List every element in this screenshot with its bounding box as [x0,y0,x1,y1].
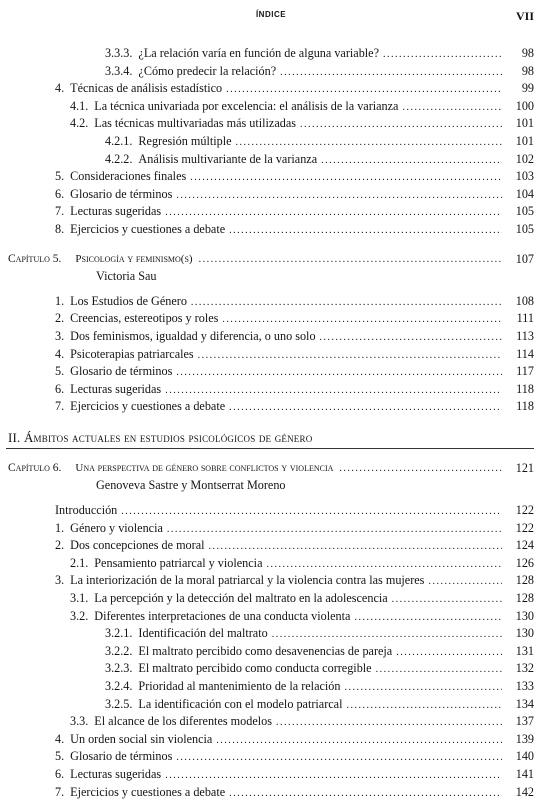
entry-label: El maltrato percibido como desavenencias de pareja [138,643,393,658]
entry-number: 2. [55,538,65,553]
entry-label: Dos concepciones de moral [70,538,205,553]
part-heading [0,428,542,448]
dot-leader [321,152,502,170]
entry-label: Psicoterapias patriarcales [70,346,194,361]
entry-label: Glosario de términos [70,186,173,201]
entry-number: 2.1. [70,555,89,570]
entry-label: Dos feminismos, igualdad y diferencia, o uno solo [70,328,316,343]
entry-label: ¿Cómo predecir la relación? [138,63,277,78]
entry-number: 3.2.1. [105,626,133,641]
entry-number: 4. [55,346,65,361]
entry-label: Las técnicas multivariadas más utilizadas [94,116,296,131]
entry-page: 101 [515,133,534,148]
toc-entry[interactable] [0,520,542,538]
dot-leader [376,661,502,679]
dot-leader [236,134,502,152]
page-header [0,10,542,26]
entry-label: Glosario de términos [70,749,173,764]
chapter-6-entries [0,502,542,801]
toc-entry[interactable] [0,731,542,749]
entry-page: 130 [515,608,534,623]
entry-number: 6. [55,186,65,201]
entry-number: 3.2.4. [105,679,133,693]
chapter-title: Psicología y feminismo(s) [75,252,193,265]
entry-page: 118 [516,399,534,414]
dot-leader [176,187,502,205]
entry-label: Análisis multivariante de la varianza [138,151,318,166]
toc-entry[interactable] [0,590,542,608]
entry-number: 6. [55,766,65,781]
part-title: II. Ámbitos actuales en estudios psicológicos de género [8,429,313,445]
entry-page: 99 [521,81,534,96]
dot-leader [176,364,502,382]
dot-leader [121,503,502,521]
dot-leader [354,609,502,627]
entry-label: Identificación del maltrato [138,626,268,641]
toc-entry[interactable] [0,133,542,151]
toc-entry[interactable] [0,168,542,186]
entry-page: 140 [515,749,534,764]
entry-page: 130 [515,626,534,641]
dot-leader [272,626,502,644]
dot-leader [226,81,502,99]
dot-leader [339,460,502,478]
toc-entry[interactable] [0,608,542,626]
toc-entry[interactable] [0,45,542,63]
entry-page: 100 [515,98,534,113]
toc-entry[interactable] [0,381,542,399]
entry-label: La identificación con el modelo patriarcal [138,696,343,711]
dot-leader [383,46,502,64]
chapter-5-heading[interactable] [0,251,542,269]
toc-entry[interactable] [0,678,542,696]
entry-page: 101 [515,116,534,131]
entry-page: 142 [515,784,534,799]
entry-page: 102 [515,151,534,166]
entry-number: 3.2.5. [105,696,133,711]
entry-page: 111 [516,311,534,326]
entry-number: 2. [55,311,65,326]
dot-leader [428,573,502,591]
entry-page: 128 [515,591,534,606]
page-number-roman: VII [515,9,534,23]
chapter-title: Una perspectiva de género sobre conflictos y violencia [75,461,334,474]
dot-leader [276,714,502,732]
dot-leader [191,294,502,312]
dot-leader [176,749,502,767]
entry-page: 137 [515,714,534,729]
entry-number: 5. [55,169,65,184]
toc-entry[interactable] [0,293,542,311]
entry-number: 8. [55,221,65,236]
dot-leader [344,679,502,697]
toc-entry[interactable] [0,363,542,381]
dot-leader [229,222,502,240]
entry-number: 1. [55,293,65,308]
toc-entry[interactable] [0,660,542,678]
dot-leader [222,311,502,329]
entry-label: Glosario de términos [70,364,173,379]
chapter-page: 107 [515,251,534,266]
chapter-author: Victoria Sau [96,269,157,284]
toc-block-continued [0,45,542,239]
entry-label: Un orden social sin violencia [70,731,213,746]
entry-number: 3. [55,573,65,588]
entry-label: Ejercicios y cuestiones a debate [70,399,226,414]
dot-leader [209,538,503,556]
entry-label: Regresión múltiple [138,133,232,148]
entry-page: 126 [515,555,534,570]
toc-entry[interactable] [0,151,542,169]
entry-label: Diferentes interpretaciones de una conducta violenta [94,608,351,623]
toc-entry[interactable] [0,186,542,204]
entry-page: 128 [515,573,534,588]
entry-label: Los Estudios de Género [70,293,187,308]
entry-number: 4.1. [70,98,89,113]
table-of-contents [0,45,542,801]
entry-number: 4.2.2. [105,151,133,166]
dot-leader [190,169,502,187]
dot-leader [165,767,502,785]
dot-leader [198,347,502,365]
toc-entry[interactable] [0,398,542,416]
entry-number: 5. [55,749,65,764]
entry-label: La técnica univariada por excelencia: el análisis de la varianza [94,98,399,113]
entry-page: 105 [515,204,534,219]
entry-label: El maltrato percibido como conducta corregible [138,661,372,676]
toc-entry[interactable] [0,555,542,573]
entry-number: 4.2.1. [105,133,133,148]
chapter-label: Capítulo 6. [8,461,62,474]
entry-label: Prioridad al mantenimiento de la relación [138,679,341,693]
entry-page: 103 [515,169,534,184]
toc-entry[interactable] [0,766,542,784]
toc-entry[interactable] [0,328,542,346]
dot-leader [229,399,502,417]
toc-entry[interactable] [0,784,542,802]
entry-number: 4.2. [70,116,89,131]
toc-entry[interactable] [0,625,542,643]
toc-entry[interactable] [0,748,542,766]
running-head-title: ÍNDICE [255,10,287,19]
toc-entry[interactable] [0,572,542,590]
entry-number: 3.1. [70,591,89,606]
entry-page: 114 [516,346,534,361]
toc-entry[interactable] [0,203,542,221]
entry-page: 141 [515,766,534,781]
entry-page: 108 [515,293,534,308]
entry-page: 98 [521,46,534,60]
entry-number: 6. [55,381,65,396]
entry-number: 3.2.3. [105,661,133,676]
entry-number: 1. [55,520,65,535]
entry-page: 117 [516,364,534,379]
entry-number: 3.3. [70,714,89,729]
toc-entry[interactable] [0,80,542,98]
toc-entry[interactable] [0,643,542,661]
entry-label: La interiorización de la moral patriarcal y la violencia contra las mujeres [70,573,425,588]
dot-leader [392,591,502,609]
dot-leader [320,329,502,347]
toc-entry[interactable] [0,696,542,714]
entry-number: 5. [55,364,65,379]
entry-page: 139 [515,731,534,746]
entry-label: Lecturas sugeridas [70,204,162,219]
entry-label: Introducción [55,503,118,518]
entry-number: 3.2. [70,608,89,623]
dot-leader [396,644,502,662]
dot-leader [165,382,502,400]
toc-entry[interactable] [0,502,542,520]
dot-leader [216,732,502,750]
entry-number: 7. [55,204,65,219]
part-divider [6,448,534,449]
entry-label: Ejercicios y cuestiones a debate [70,784,226,799]
entry-label: Técnicas de análisis estadístico [70,81,223,96]
entry-page: 134 [515,696,534,711]
dot-leader [266,556,502,574]
entry-label: Lecturas sugeridas [70,766,162,781]
entry-page: 132 [515,661,534,676]
chapter-label: Capítulo 5. [8,252,62,265]
entry-page: 122 [515,520,534,535]
entry-number: 3.3.3. [105,46,133,60]
dot-leader [402,99,502,117]
entry-number: 4. [55,81,65,96]
dot-leader [280,64,502,82]
entry-label: Ejercicios y cuestiones a debate [70,221,226,236]
toc-entry[interactable] [0,98,542,116]
entry-page: 118 [516,381,534,396]
dot-leader [167,521,502,539]
chapter-5-entries [0,293,542,416]
entry-number: 7. [55,399,65,414]
entry-page: 104 [515,186,534,201]
dot-leader [229,785,502,802]
toc-entry[interactable] [0,537,542,555]
toc-entry[interactable] [0,346,542,364]
entry-number: 4. [55,731,65,746]
entry-page: 122 [515,503,534,518]
entry-number: 3. [55,328,65,343]
toc-entry[interactable] [0,63,542,81]
chapter-6-heading[interactable] [0,460,542,478]
entry-label: Consideraciones finales [70,169,187,184]
entry-page: 131 [515,643,534,658]
entry-label: Género y violencia [70,520,163,535]
entry-number: 3.3.4. [105,63,133,78]
dot-leader [300,116,502,134]
entry-page: 113 [516,328,534,343]
entry-page: 133 [515,679,534,693]
toc-entry[interactable] [0,713,542,731]
entry-number: 3.2.2. [105,643,133,658]
toc-entry[interactable] [0,221,542,239]
entry-label: La percepción y la detección del maltrato en la adolescencia [94,591,388,606]
entry-page: 98 [521,63,534,78]
toc-entry[interactable] [0,115,542,133]
entry-page: 105 [515,221,534,236]
entry-label: ¿La relación varía en función de alguna variable? [138,46,379,60]
dot-leader [165,204,502,222]
entry-label: Lecturas sugeridas [70,381,162,396]
chapter-author: Genoveva Sastre y Montserrat Moreno [96,478,286,493]
chapter-page: 121 [515,460,534,475]
entry-label: El alcance de los diferentes modelos [94,714,272,729]
dot-leader [199,251,502,269]
dot-leader [346,697,502,715]
entry-label: Creencias, estereotipos y roles [70,311,219,326]
toc-entry[interactable] [0,310,542,328]
entry-label: Pensamiento patriarcal y violencia [94,555,263,570]
entry-number: 7. [55,784,65,799]
entry-page: 124 [515,538,534,553]
